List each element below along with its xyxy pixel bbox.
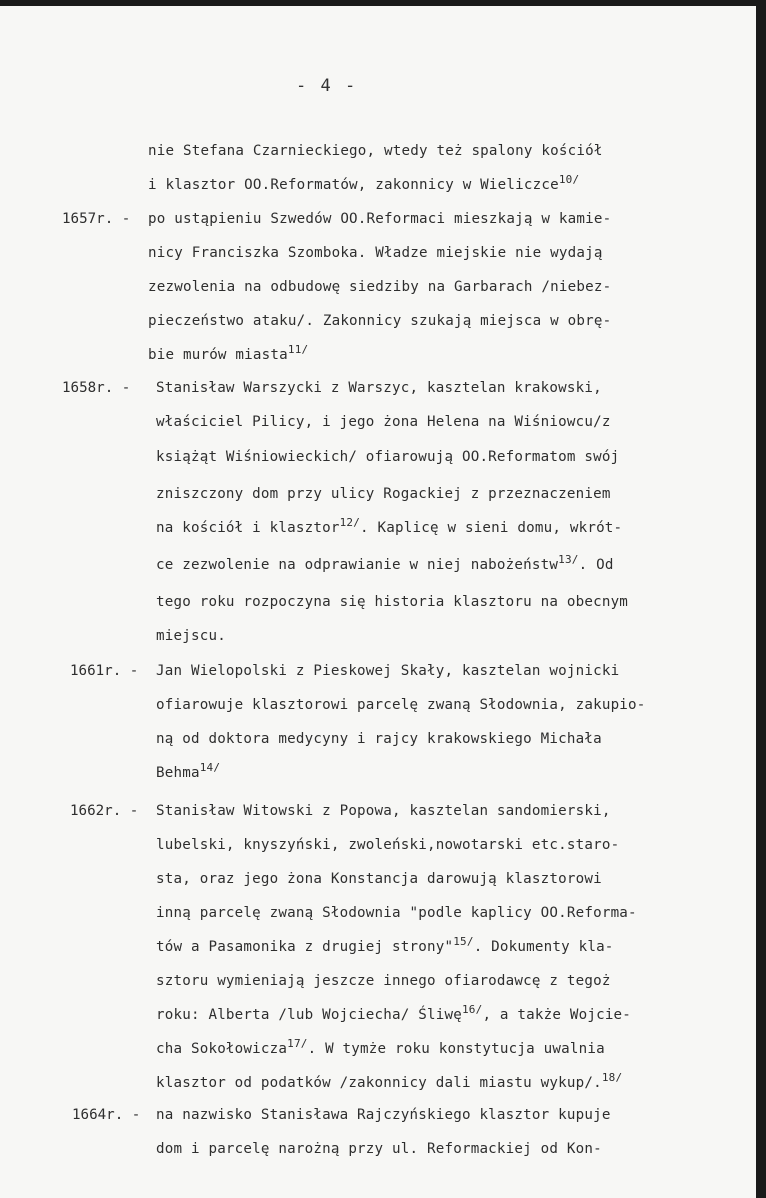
scan-border-right — [756, 0, 766, 1198]
footnote-ref: 17/ — [287, 1037, 308, 1050]
text-line: książąt Wiśniowieckich/ ofiarowują OO.Reformatom swój — [156, 449, 620, 465]
text-line: sta, oraz jego żona Konstancja darowują klasztorowi — [156, 871, 602, 887]
text-line: tego roku rozpoczyna się historia klasztoru na obecnym — [156, 594, 629, 610]
text-line: zezwolenia na odbudowę siedziby na Garbarach /niebez- — [148, 279, 612, 295]
footnote-ref: 11/ — [287, 343, 309, 356]
text-line: klasztor od podatków /zakonnicy dali miastu wykup/.$^{18/}$ — [156, 1071, 623, 1091]
text-line: pieczeństwo ataku/. Zakonnicy szukają miejsca w obrę- — [148, 313, 612, 329]
text-line: nicy Franciszka Szomboka. Władze miejskie nie wydają — [148, 245, 603, 261]
footnote-ref: 14/ — [199, 761, 221, 774]
text-line: Stanisław Warszycki z Warszyc, kasztelan krakowski, — [156, 380, 602, 396]
text-line: dom i parcelę narożną przy ul. Reformackiej od Kon- — [156, 1141, 602, 1157]
text-line: inną parcelę zwaną Słodownia "podle kaplicy OO.Reforma- — [156, 905, 637, 921]
text-line: cha Sokołowicza$^{17/}$. W tymże roku konstytucja uwalnia — [156, 1037, 605, 1057]
text-line: zniszczony dom przy ulicy Rogackiej z przeznaczeniem — [156, 486, 611, 502]
text-line: właściciel Pilicy, i jego żona Helena na Wiśniowcu/z — [156, 414, 611, 430]
text-line: ną od doktora medycyny i rajcy krakowskiego Michała — [156, 731, 602, 747]
year-marker-1658: 1658r. - — [62, 380, 131, 396]
footnote-ref: 15/ — [453, 935, 474, 948]
text-line: Jan Wielopolski z Pieskowej Skały, kasztelan wojnicki — [156, 663, 620, 679]
text-line: roku: Alberta /lub Wojciecha/ Śliwę$^{16/}$, a także Wojcie- — [156, 1003, 632, 1023]
text-line: ofiarowuje klasztorowi parcelę zwaną Słodownia, zakupio- — [156, 697, 646, 713]
text-line: nie Stefana Czarnieckiego, wtedy też spalony kościół — [148, 143, 603, 159]
text-line: Behma$^{14/}$ — [156, 761, 221, 781]
text-line: sztoru wymieniają jeszcze innego ofiarodawcę z tegoż — [156, 973, 611, 989]
text-line: ce zezwolenie na odprawianie w niej nabożeństw$^{13/}$. Od — [156, 553, 614, 573]
year-marker-1661: 1661r. - — [70, 663, 139, 679]
footnote-ref: 12/ — [339, 516, 361, 529]
typewritten-page — [0, 6, 756, 1198]
footnote-ref: 13/ — [558, 553, 579, 566]
text-line: bie murów miasta$^{11/}$ — [148, 343, 309, 363]
year-marker-1662: 1662r. - — [70, 803, 139, 819]
text-line: i klasztor OO.Reformatów, zakonnicy w Wieliczce$^{10/}$ — [148, 173, 580, 193]
page-number: - 4 - — [296, 76, 358, 96]
text-line: na nazwisko Stanisława Rajczyńskiego klasztor kupuje — [156, 1107, 611, 1123]
text-line: lubelski, knyszyński, zwoleński,nowotarski etc.staro- — [156, 837, 620, 853]
text-line: miejscu. — [156, 628, 226, 644]
footnote-ref: 16/ — [461, 1003, 483, 1016]
year-marker-1664: 1664r. - — [72, 1107, 141, 1123]
text-line: na kościół i klasztor$^{12/}$. Kaplicę w sieni domu, wkrót- — [156, 516, 623, 536]
text-line: Stanisław Witowski z Popowa, kasztelan sandomierski, — [156, 803, 611, 819]
footnote-ref: 18/ — [601, 1071, 623, 1084]
text-line: po ustąpieniu Szwedów OO.Reformaci mieszkają w kamie- — [148, 211, 612, 227]
text-line: tów a Pasamonika z drugiej strony"$^{15/}$. Dokumenty kla- — [156, 935, 614, 955]
year-marker-1657: 1657r. - — [62, 211, 131, 227]
footnote-ref: 10/ — [558, 173, 580, 186]
